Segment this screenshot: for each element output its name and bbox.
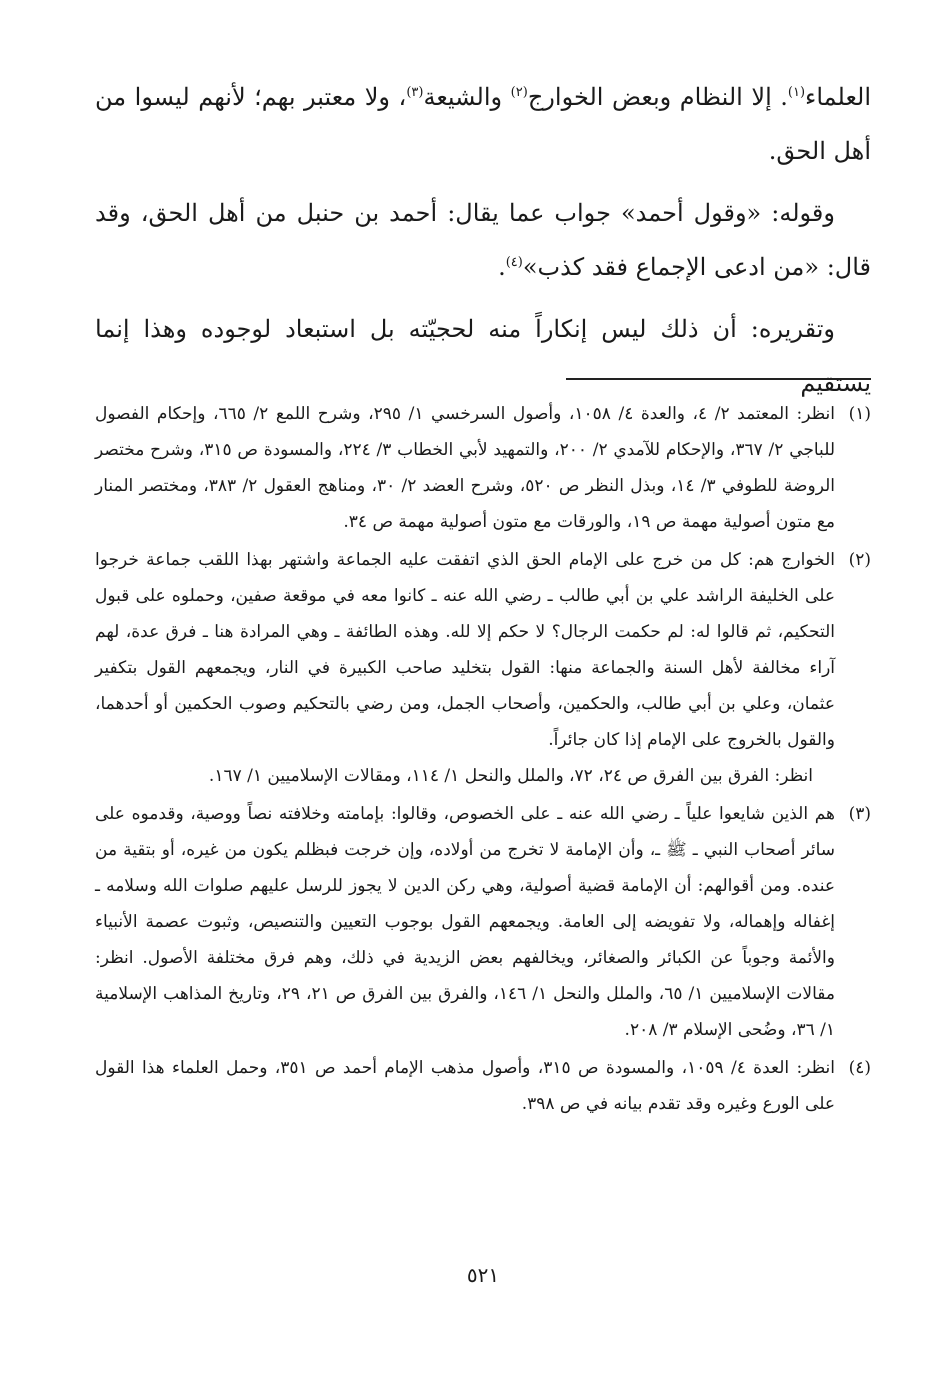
footnote-3	[95, 796, 871, 1048]
footnote-separator	[566, 378, 871, 380]
footnote-text: هم الذين شايعوا علياً ـ رضي الله عنه ـ على الخصوص، وقالوا: بإمامته وخلافته نصاً ووصية، وقدموه على سائر أصحاب النبي ـ ﷺ ـ، وأن الإمامة لا تخرج من أولاده، وإن خرجت فبظلم يكون من غيره، أو بتقية من عنده. ومن أقوالهم: أن الإمامة قضية أصولية، وهي ركن الدين لا يجوز للرسل عليهم صلوات الله وسلامه ـ إغفاله وإهماله، ولا تفويضه إلى العامة. ويجمعهم القول بوجوب التعيين والتنصيص، وثبوت عصمة الأنبياء والأئمة وجوباً عن الكبائر والصغائر، ويخالفهم بعض الزيدية في ذلك، وهم فرق مختلفة الأصول. انظر: مقالات الإسلاميين ١/ ٦٥، والملل والنحل ١/ ١٤٦، والفرق بين الفرق ص ٢١، ٢٩، وتاريخ المذاهب الإسلامية ١/ ٣٦، وضُحى الإسلام ٣/ ٢٠٨.	[95, 804, 836, 1040]
main-paragraph-1: العلماء$^{(١)}$. إلا النظام وبعض الخوارج$^{(٢)}$ والشيعة$^{(٣)}$، ولا معتبر بهم؛ لأنهم ليسوا من أهل الحق.	[95, 83, 872, 165]
footnote-2	[95, 542, 871, 794]
footnote-4	[95, 1050, 871, 1122]
footnote-ref-3[interactable]: (٣)	[406, 85, 424, 100]
footnote-number: (٣)	[848, 804, 871, 824]
footnote-text: الخوارج هم: كل من خرج على الإمام الحق الذي اتفقت عليه الجماعة واشتهر بهذا اللقب جماعة خرجوا على الخليفة الراشد علي بن أبي طالب ـ رضي الله عنه ـ كانوا معه في موقعة صفين، وحملوه على قبول التحكيم، ثم قالوا له: لم حكمت الرجال؟ لا حكم إلا لله. وهذه الطائفة ـ وهي المرادة هنا ـ فرق عدة، لهم آراء مخالفة لأهل السنة والجماعة منها: القول بتخليد صاحب الكبيرة في النار، ويجمعهم القول بتكفير عثمان، وعلي بن أبي طالب، والحكمين، وأصحاب الجمل، ومن رضي بالتحكيم وصوب الحكمين أو أحدهما، والقول بالخروج على الإمام إذا كان جائراً.	[95, 550, 835, 750]
footnotes	[95, 396, 871, 1124]
page	[95, 70, 871, 1384]
footnote-ref-2[interactable]: (٢)	[510, 85, 528, 100]
footnote-text: انظر: العدة ٤/ ١٠٥٩، والمسودة ص ٣١٥، وأصول مذهب الإمام أحمد ص ٣٥١، وحمل العلماء هذا القول على الورع وغيره وقد تقدم بيانه في ص ٣٩٨.	[95, 1058, 835, 1114]
main-paragraph-2: وقوله: «وقول أحمد» جواب عما يقال: أحمد بن حنبل من أهل الحق، وقد قال: «من ادعى الإجماع فقد كذب»$^{(٤)}$.	[95, 199, 871, 281]
main-text	[95, 70, 871, 410]
footnote-sources: انظر: الفرق بين الفرق ص ٢٤، ٧٢، والملل والنحل ١/ ١١٤، ومقالات الإسلاميين ١/ ١٦٧.	[208, 766, 813, 786]
footnote-1	[95, 396, 871, 540]
footnote-text: انظر: المعتمد ٢/ ٤، والعدة ٤/ ١٠٥٨، وأصول السرخسي ١/ ٢٩٥، وشرح اللمع ٢/ ٦٦٥، وإحكام الفصول للباجي ٢/ ٣٦٧، والإحكام للآمدي ٢/ ٢٠٠، والتمهيد لأبي الخطاب ٣/ ٢٢٤، والمسودة ص ٣١٥، وشرح مختصر الروضة للطوفي ٣/ ١٤، وبذل النظر ص ٥٢٠، وشرح العضد ٢/ ٣٠، ومناهج العقول ٢/ ٣٨٣، ومختصر المنار مع متون أصولية مهمة ص ١٩، والورقات مع متون أصولية مهمة ص ٣٤.	[95, 404, 836, 532]
main-paragraph-3: وتقريره: أن ذلك ليس إنكاراً منه لحجيّته بل استبعاد لوجوده وهذا إنما يستقيم	[95, 315, 871, 397]
footnote-number: (٢)	[848, 550, 871, 570]
footnote-ref-1[interactable]: (١)	[787, 85, 806, 100]
footnote-number: (١)	[848, 404, 871, 424]
page-number: ٥٢١	[466, 1263, 500, 1287]
footnote-ref-4[interactable]: (٤)	[505, 255, 523, 270]
footnote-number: (٤)	[848, 1058, 871, 1078]
